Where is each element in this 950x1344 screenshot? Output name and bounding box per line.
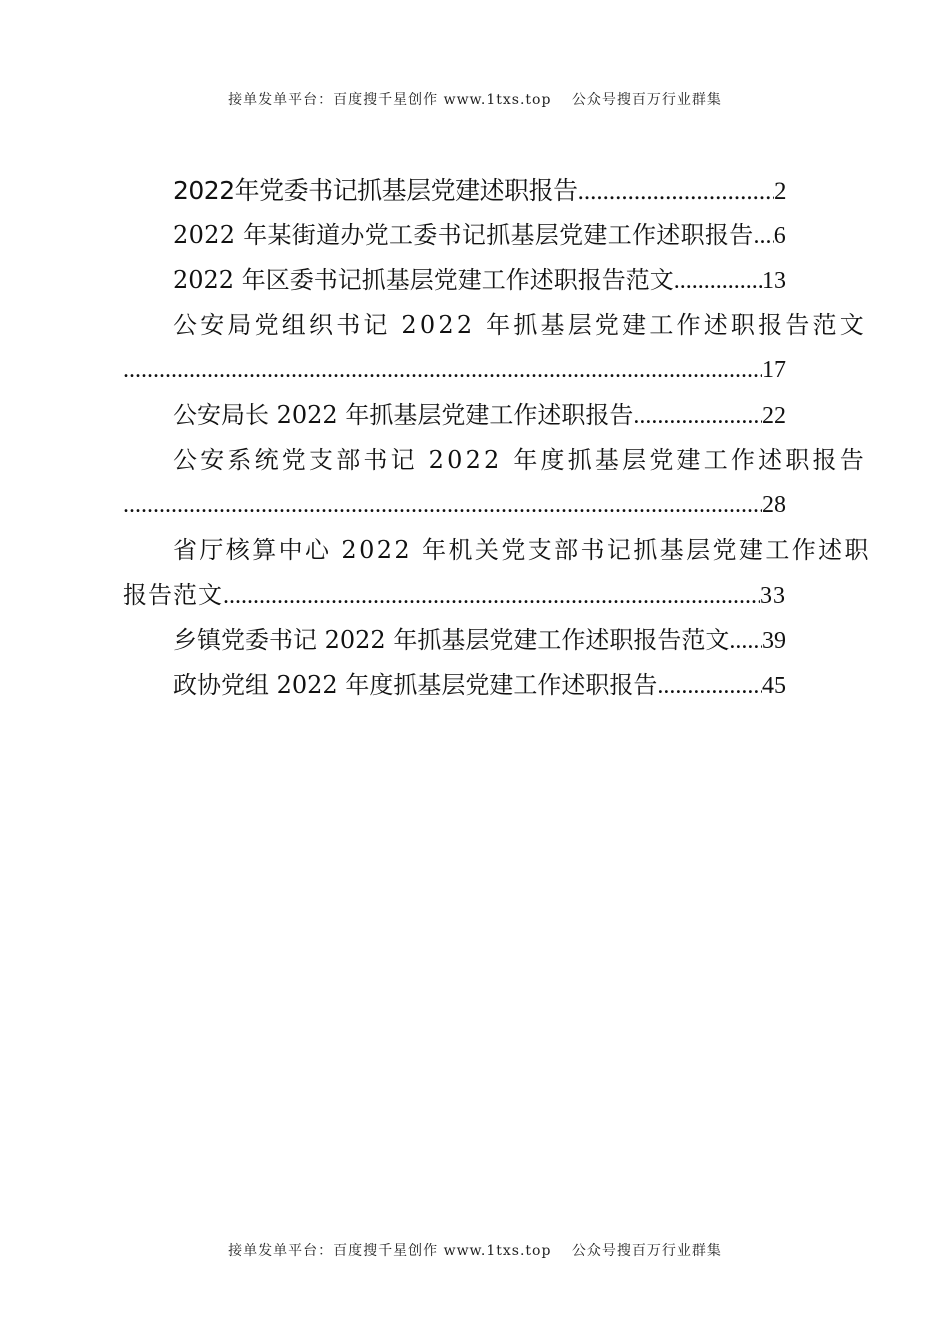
toc-entry-title: 政协党组 2022 年度抓基层党建工作述职报告 bbox=[173, 671, 658, 699]
toc-entry[interactable] bbox=[123, 213, 786, 258]
toc-entry[interactable] bbox=[123, 393, 786, 438]
toc-leader-dots bbox=[578, 169, 774, 213]
toc-leader-dots bbox=[674, 259, 762, 303]
toc-entry-title: 公安局党组织书记 2022 年抓基层党建工作述职报告范文 bbox=[173, 311, 867, 339]
toc-entry-title: 2022 年某街道办党工委书记抓基层党建工作述职报告 bbox=[173, 221, 754, 249]
toc-entry-page: 39 bbox=[762, 628, 786, 654]
toc-entry-title: 2022年党委书记抓基层党建述职报告 bbox=[173, 176, 578, 205]
page-header: 接单发单平台：百度搜千星创作 www.1txs.top 公众号搜百万行业群集 bbox=[228, 92, 722, 108]
toc-entry-title: 公安局长 2022 年抓基层党建工作述职报告 bbox=[173, 401, 634, 429]
toc-entry-page: 2 bbox=[774, 178, 786, 205]
toc-entry[interactable] bbox=[123, 438, 867, 528]
toc-entry-page: 45 bbox=[762, 673, 786, 699]
toc-leader-dots bbox=[754, 214, 774, 258]
toc-entry-title-continued: 报告范文 bbox=[123, 581, 223, 609]
toc-entry[interactable] bbox=[123, 258, 786, 303]
toc-entry-page: 28 bbox=[762, 492, 786, 518]
toc-entry-page: 33 bbox=[760, 583, 786, 609]
toc-entry-title: 公安系统党支部书记 2022 年度抓基层党建工作述职报告 bbox=[173, 446, 867, 474]
toc-entry-title: 省厅核算中心 2022 年机关党支部书记抓基层党建工作述职 bbox=[173, 536, 871, 564]
toc-entry[interactable] bbox=[123, 168, 786, 213]
page-footer: 接单发单平台：百度搜千星创作 www.1txs.top 公众号搜百万行业群集 bbox=[228, 1243, 722, 1259]
toc-leader-dots bbox=[729, 619, 762, 663]
toc-entry[interactable] bbox=[123, 303, 867, 393]
table-of-contents bbox=[123, 168, 871, 708]
toc-entry[interactable] bbox=[123, 663, 786, 708]
toc-leader-dots bbox=[123, 348, 762, 393]
toc-entry-line bbox=[123, 528, 886, 573]
toc-entry-page: 17 bbox=[762, 357, 786, 383]
toc-entry[interactable] bbox=[123, 618, 786, 663]
toc-entry-line bbox=[123, 438, 886, 483]
toc-leader-dots bbox=[657, 664, 762, 708]
toc-leader-dots bbox=[223, 574, 760, 618]
toc-entry[interactable] bbox=[123, 528, 871, 618]
toc-entry-title: 2022 年区委书记抓基层党建工作述职报告范文 bbox=[173, 266, 674, 294]
toc-entry-line bbox=[123, 573, 786, 618]
toc-entry-page: 6 bbox=[773, 223, 786, 249]
toc-leader-dots bbox=[123, 483, 762, 528]
toc-entry-title: 乡镇党委书记 2022 年抓基层党建工作述职报告范文 bbox=[173, 626, 730, 654]
toc-leader-dots bbox=[633, 394, 762, 438]
toc-entry-line bbox=[123, 303, 886, 348]
toc-entry-page: 22 bbox=[762, 403, 786, 429]
toc-entry-line bbox=[123, 348, 786, 393]
toc-entry-page: 13 bbox=[762, 268, 786, 294]
toc-entry-line bbox=[123, 483, 786, 528]
